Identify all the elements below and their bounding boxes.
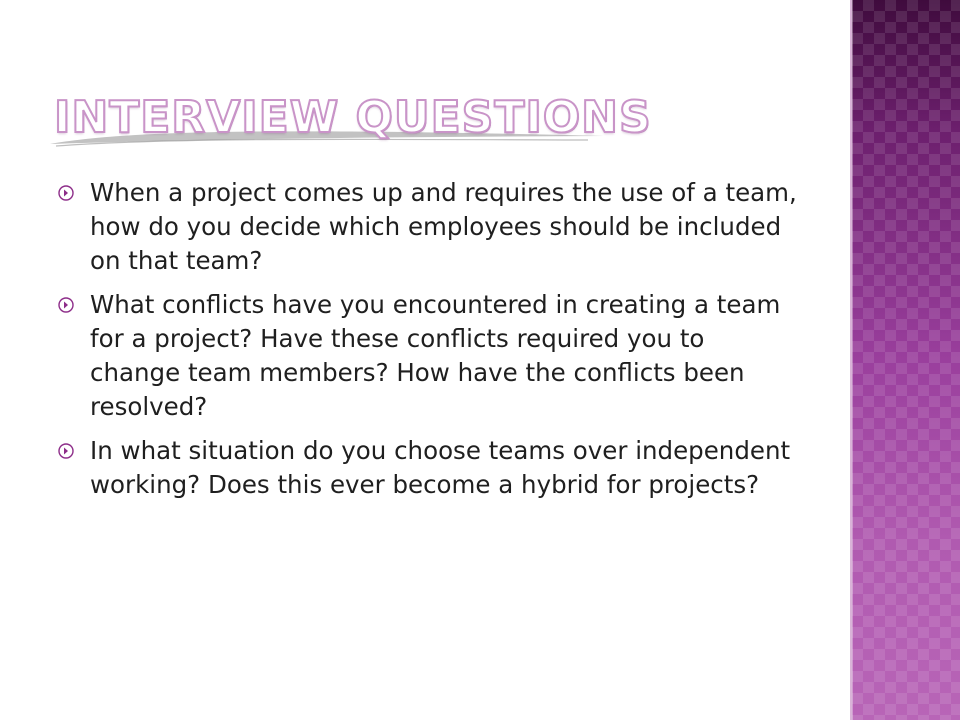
bullet-text: When a project comes up and requires the use of a team, how do you decide which employees should be included on that team? (90, 178, 797, 275)
slide-title: INTERVIEW QUESTIONS (54, 92, 652, 143)
list-item (58, 288, 798, 424)
list-item (58, 434, 798, 502)
bullet-text: In what situation do you choose teams over independent working? Does this ever become a hybrid for projects? (90, 436, 791, 499)
list-item (58, 176, 798, 278)
slide-content-list (58, 176, 798, 512)
bullet-text: What conflicts have you encountered in creating a team for a project? Have these conflicts required you to change team members? How have the conflicts been resolved? (90, 290, 781, 421)
circle-arrow-icon (58, 185, 74, 201)
slide-title-area (48, 90, 652, 160)
circle-arrow-icon (58, 443, 74, 459)
decorative-side-panel (852, 0, 960, 720)
circle-arrow-icon (58, 297, 74, 313)
